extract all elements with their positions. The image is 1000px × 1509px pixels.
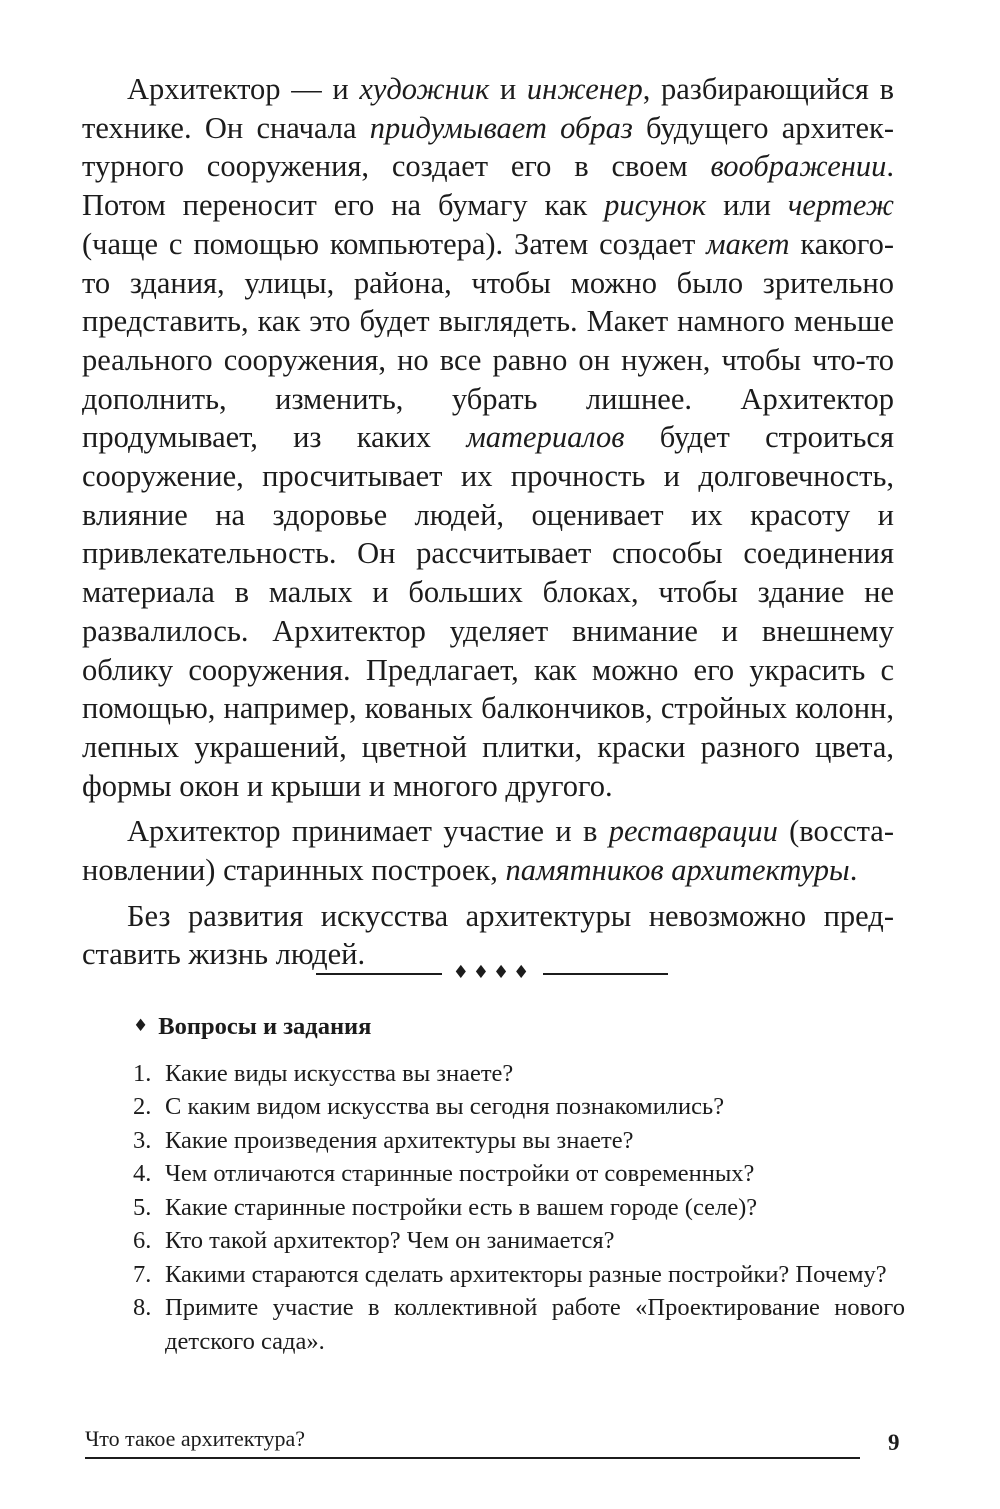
italic-term: инженер — [526, 72, 643, 106]
italic-term: чертеж — [787, 188, 894, 223]
italic-term: макет — [706, 226, 790, 261]
text-run: . — [849, 853, 858, 888]
separator-line-left — [316, 973, 442, 975]
paragraph-2 — [82, 812, 894, 889]
item-text: Какие старинные постройки есть в вашем городе (селе)? — [165, 1193, 758, 1221]
item-text: Какими стараются сделать архитекторы разные постройки? Почему? — [165, 1260, 887, 1288]
diamond-ornament-icon: ♦♦♦♦ — [452, 962, 534, 983]
paragraph-1 — [82, 70, 894, 805]
item-text: С каким видом искусства вы сегодня познакомились? — [165, 1093, 725, 1120]
text-run: Архитектор — и — [127, 72, 360, 106]
running-title: Что такое архитектура? — [85, 1426, 306, 1451]
questions-heading-text: Вопросы и задания — [158, 1013, 372, 1040]
text-run: или — [706, 188, 788, 223]
item-text: Какие виды искусства вы знаете? — [165, 1059, 514, 1087]
text-run: Архитектор принимает участие и в — [127, 814, 609, 849]
questions-heading — [133, 1010, 905, 1044]
text-run: (восстановлении) старинных построек, — [82, 814, 894, 888]
text-run: , разбирающийся в технике. Он сначала — [82, 72, 894, 145]
italic-term: придумывает образ — [369, 110, 633, 145]
item-number: 4. — [133, 1160, 152, 1187]
text-run: и — [489, 72, 527, 106]
footer-rule — [85, 1457, 860, 1459]
item-text: Кто такой архитектор? Чем он занимается? — [165, 1227, 615, 1254]
separator-line-right — [543, 973, 668, 975]
list-item — [133, 1124, 905, 1158]
italic-term: материалов — [466, 420, 625, 455]
list-item — [133, 1291, 905, 1358]
questions-section — [133, 1010, 905, 1358]
item-text: Чем отличаются старинные постройки от современных? — [165, 1160, 755, 1187]
list-item — [133, 1224, 905, 1258]
text-run: (чаще с помощью компьютера). Затем создает — [82, 226, 707, 261]
italic-term: воображении — [710, 149, 887, 184]
italic-term: реставрации — [608, 814, 778, 849]
section-separator — [0, 963, 1000, 983]
item-number: 6. — [133, 1227, 152, 1254]
item-number: 7. — [133, 1260, 152, 1288]
main-text — [82, 70, 894, 974]
item-number: 3. — [133, 1126, 152, 1154]
item-number: 2. — [133, 1093, 152, 1120]
item-number: 5. — [133, 1193, 152, 1221]
italic-term: памятников архитектуры — [505, 853, 850, 888]
item-text: Примите участие в коллективной работе «Проектирование нового детского сада». — [165, 1294, 905, 1355]
list-item — [133, 1191, 905, 1225]
text-run: будет строиться сооружение, просчитывает их прочность и долговечность, влияние на здоровье людей, оценивает их красоту и привлекательность. Он рассчитывает способы соединения материала в малых и больших блоках, чтобы здание не развалилось. Архитектор уделяет внимание и внешнему облику сооружения. Предлагает, как можно его украсить с помощью, например, кованых балкончиков, стройных колонн, лепных украшений, цветной плитки, краски разного цвета, формы окон и крыши и многого другого. — [82, 420, 894, 803]
list-item — [133, 1090, 905, 1124]
text-run: какого-то здания, улицы, района, чтобы можно было зрительно представить, как это будет выглядеть. Макет намного меньше реального сооружения, но все равно он нужен, чтобы что-то дополнить, изменить, убрать лишнее. Архитектор продумывает, из каких — [82, 226, 894, 455]
questions-list — [133, 1057, 905, 1359]
page-number: 9 — [888, 1430, 900, 1455]
italic-term: рисунок — [604, 188, 707, 223]
list-item — [133, 1258, 905, 1292]
diamond-bullet-icon: ♦ — [133, 1016, 149, 1036]
text-run: . Потом переносит его на бумагу как — [82, 149, 894, 223]
paragraph-3: Без развития искусства архитектуры невозможно представить жизнь людей. — [82, 898, 894, 972]
text-run: будущего архитектурного сооружения, создает его в своем — [82, 110, 894, 184]
item-number: 8. — [133, 1294, 152, 1321]
item-text: Какие произведения архитектуры вы знаете? — [165, 1126, 634, 1154]
list-item — [133, 1057, 905, 1091]
italic-term: художник — [359, 72, 490, 106]
item-number: 1. — [133, 1059, 152, 1087]
list-item — [133, 1157, 905, 1191]
